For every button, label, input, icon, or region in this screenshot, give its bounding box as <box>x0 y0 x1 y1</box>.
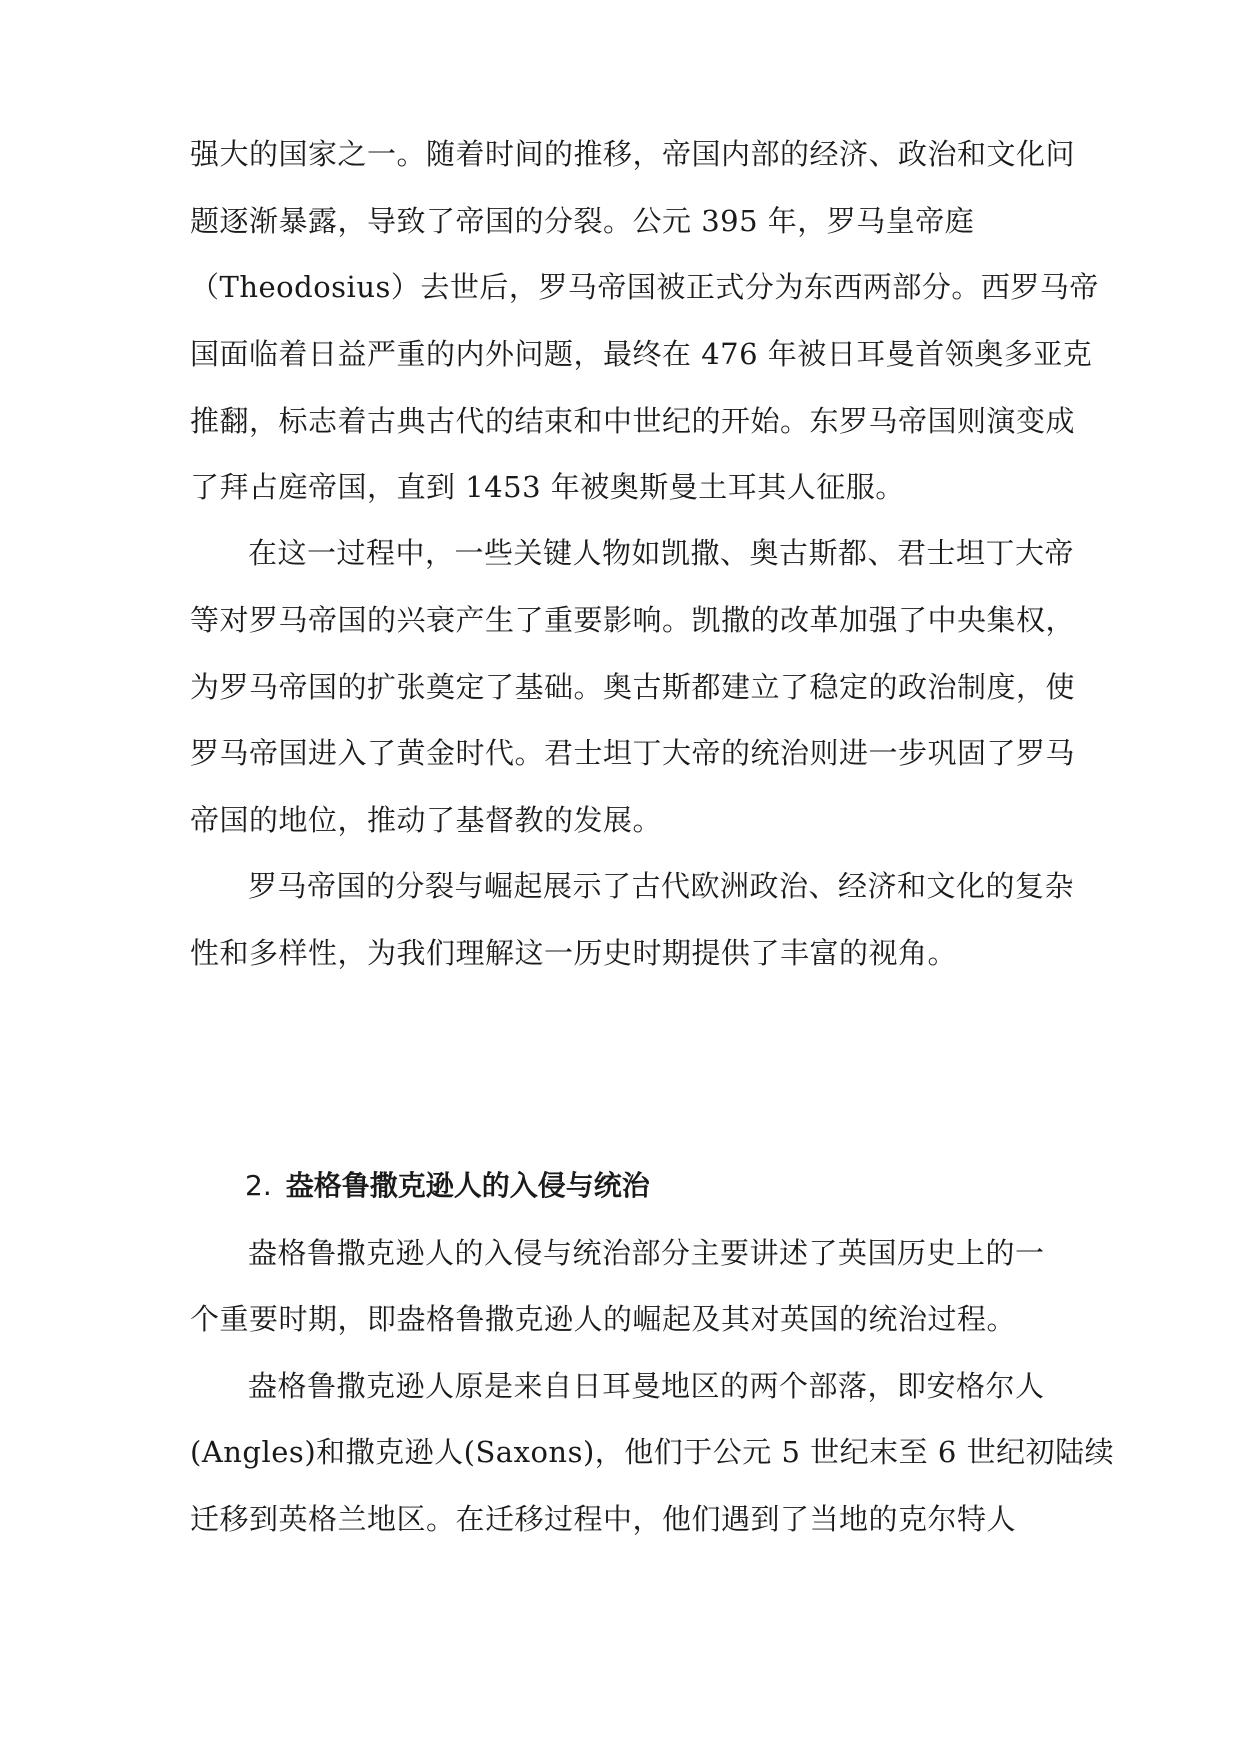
paragraph-1-line-6: 了拜占庭帝国，直到 1453 年被奥斯曼土耳其人征服。 <box>190 470 905 504</box>
paragraph-2-line-5: 帝国的地位，推动了基督教的发展。 <box>190 803 663 837</box>
paragraph-1-line-4: 国面临着日益严重的内外问题，最终在 476 年被日耳曼首领奥多亚克 <box>190 337 1093 371</box>
paragraph-2-line-1: 在这一过程中，一些关键人物如凯撒、奥古斯都、君士坦丁大帝 <box>248 536 1075 570</box>
paragraph-1-line-5: 推翻，标志着古典古代的结束和中世纪的开始。东罗马帝国则演变成 <box>190 404 1076 438</box>
paragraph-4-line-1: 盎格鲁撒克逊人的入侵与统治部分主要讲述了英国历史上的一 <box>248 1236 1045 1270</box>
paragraph-4-line-2: 个重要时期，即盎格鲁撒克逊人的崛起及其对英国的统治过程。 <box>190 1302 1017 1336</box>
paragraph-3-line-1: 罗马帝国的分裂与崛起展示了古代欧洲政治、经济和文化的复杂 <box>248 869 1075 903</box>
section-title: 盎格鲁撒克逊人的入侵与统治 <box>285 1169 650 1202</box>
section-number: 2. <box>245 1169 272 1202</box>
paragraph-5-line-3: 迁移到英格兰地区。在迁移过程中，他们遇到了当地的克尔特人 <box>190 1502 1017 1536</box>
paragraph-1-line-1: 强大的国家之一。随着时间的推移，帝国内部的经济、政治和文化问 <box>190 137 1076 171</box>
paragraph-2-line-2: 等对罗马帝国的兴衰产生了重要影响。凯撒的改革加强了中央集权， <box>190 603 1076 637</box>
paragraph-5-line-1: 盎格鲁撒克逊人原是来自日耳曼地区的两个部落，即安格尔人 <box>248 1369 1045 1403</box>
paragraph-5-line-2: (Angles)和撒克逊人(Saxons)，他们于公元 5 世纪末至 6 世纪初陆续 <box>190 1435 1115 1469</box>
paragraph-3-line-2: 性和多样性，为我们理解这一历史时期提供了丰富的视角。 <box>190 936 958 970</box>
section-heading <box>245 1166 650 1206</box>
paragraph-1-line-3: （Theodosius）去世后，罗马帝国被正式分为东西两部分。西罗马帝 <box>190 270 1099 304</box>
paragraph-2-line-3: 为罗马帝国的扩张奠定了基础。奥古斯都建立了稳定的政治制度，使 <box>190 670 1076 704</box>
paragraph-2-line-4: 罗马帝国进入了黄金时代。君士坦丁大帝的统治则进一步巩固了罗马 <box>190 736 1076 770</box>
paragraph-1-line-2: 题逐渐暴露，导致了帝国的分裂。公元 395 年，罗马皇帝庭 <box>190 204 975 238</box>
